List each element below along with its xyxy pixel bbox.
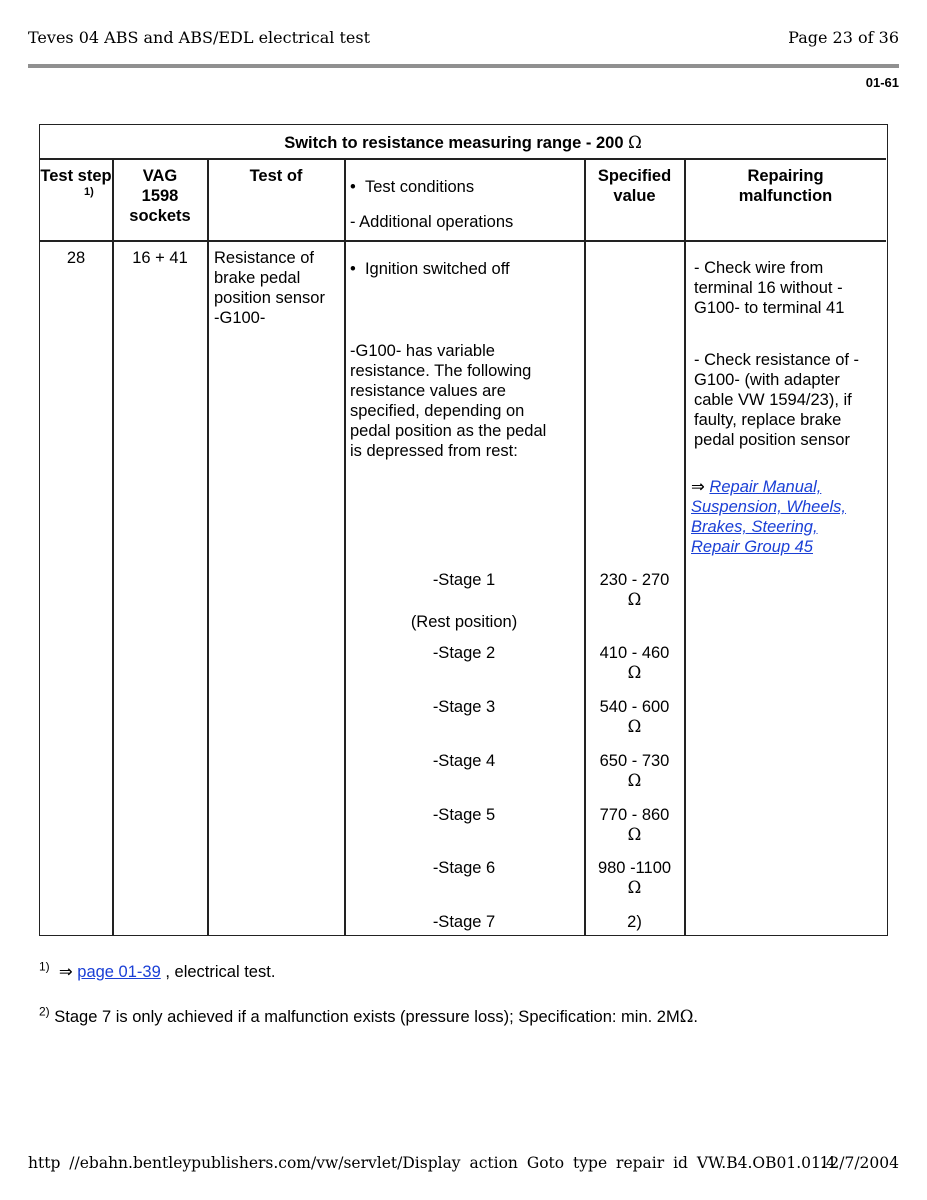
page-header-title: Teves 04 ABS and ABS/EDL electrical test — [28, 28, 371, 47]
header-test-step: Test step — [40, 167, 112, 185]
test-table — [39, 124, 888, 936]
section-code: 01-61 — [865, 75, 899, 90]
header-specified-value: Specified value — [597, 167, 672, 205]
repair-manual-link[interactable] — [691, 477, 846, 557]
row-condition: • Ignition switched off — [350, 260, 510, 278]
stage-value: 410 - 460 Ω — [585, 643, 684, 683]
repair-link-line[interactable]: Brakes, Steering, — [691, 518, 818, 536]
stage-value: 230 - 270 Ω — [585, 570, 684, 610]
stage-value: 540 - 600 Ω — [585, 697, 684, 737]
header-rule — [28, 64, 899, 68]
header-conditions: • Test conditions — [350, 178, 475, 196]
footer-date: 12/7/2004 — [819, 1154, 899, 1172]
stage-label: -Stage 7 — [432, 913, 496, 931]
footnote-page-link[interactable]: page 01-39 — [77, 963, 161, 981]
repair-link-line[interactable]: Repair Group 45 — [691, 538, 813, 556]
stage-label: -Stage 3 — [432, 698, 496, 716]
omega-symbol: Ω — [627, 717, 642, 736]
table-col-rule — [112, 159, 114, 935]
arrow-right-icon: ⇒ — [691, 478, 705, 496]
footnote-2: $^{2)}$ Stage 7 is only achieved if a malfunction exists (pressure loss); Specification: min. 2MΩ. — [39, 1004, 698, 1026]
omega-symbol: Ω — [627, 663, 642, 682]
footer-url: http //ebahn.bentleypublishers.com/vw/servlet/Display action Goto type repair id VW.B4.OB01.01.4 — [28, 1154, 836, 1172]
table-col-rule — [207, 159, 209, 935]
stage-label: -Stage 6 — [432, 859, 496, 877]
row-test-of: Resistance of brake pedal position sensor -G100- — [214, 249, 325, 327]
header-additional-ops: - Additional operations — [350, 213, 514, 231]
header-vag-sockets: VAG 1598 sockets — [129, 167, 191, 225]
row-sockets: 16 + 41 — [132, 249, 188, 267]
stage-value: 650 - 730 Ω — [585, 751, 684, 791]
rest-position: (Rest position) — [410, 613, 518, 631]
repair-link-line[interactable]: Repair Manual, — [709, 478, 822, 496]
bullet-icon: • — [350, 178, 356, 196]
page-number: Page 23 of 36 — [788, 28, 899, 47]
stage-label: -Stage 4 — [432, 752, 496, 770]
repair-check-resistance: - Check resistance of - G100- (with adapter cable VW 1594/23), if faulty, replace brake pedal position sensor — [694, 351, 860, 449]
omega-symbol: Ω — [627, 771, 642, 790]
header-repairing: Repairing malfunction — [738, 167, 833, 205]
range-title: Switch to resistance measuring range - 200 Ω — [284, 133, 642, 152]
stage-label: -Stage 2 — [432, 644, 496, 662]
footnote-mark: 2) — [39, 1004, 50, 1019]
repair-link-line[interactable]: Suspension, Wheels, — [691, 498, 847, 516]
row-note: -G100- has variable resistance. The following resistance values are specified, depending on pedal position as the pedal is depressed from rest: — [350, 342, 547, 460]
omega-symbol: Ω — [627, 878, 642, 897]
stage-value: 980 -1100 Ω — [585, 858, 684, 898]
header-test-of: Test of — [249, 167, 303, 185]
table-rule-title — [40, 158, 886, 160]
table-rule-header — [40, 240, 886, 242]
footnote-1: $^{1)}$ ⇒ page 01-39 , electrical test. — [39, 959, 276, 981]
stage-label: -Stage 5 — [432, 806, 496, 824]
stage-value: 770 - 860 Ω — [585, 805, 684, 845]
footnote-mark: 1) — [39, 959, 50, 974]
omega-symbol: Ω — [627, 825, 642, 844]
header-test-step-sup: 1) — [84, 186, 94, 198]
omega-symbol: Ω — [627, 590, 642, 609]
bullet-icon: • — [350, 260, 356, 278]
arrow-right-icon: ⇒ — [58, 963, 73, 981]
omega-symbol: Ω — [679, 1007, 694, 1026]
repair-check-wire: - Check wire from terminal 16 without - G100- to terminal 41 — [694, 259, 845, 317]
stage-value: 2) — [627, 913, 642, 931]
table-col-rule — [684, 159, 686, 935]
row-step: 28 — [66, 249, 86, 267]
stage-label: -Stage 1 — [432, 571, 496, 589]
